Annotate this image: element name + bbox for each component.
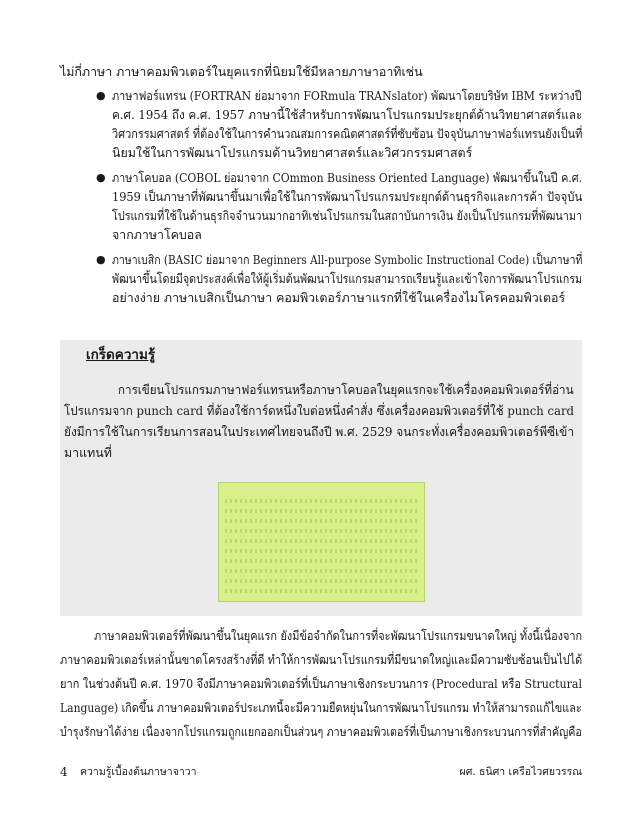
cobol-line-3: โปรแกรมที่ใช้ในด้านธุรกิจจำนวนมากอาทิเช่นโปรแกรมในสถาบันการเงิน ยังเป็นโปรแกรมที่พัฒนามา	[112, 208, 583, 223]
body-line-5: บำรุงรักษาได้ง่าย เนื่องจากโปรแกรมถูกแยกออกเป็นส่วนๆ ภาษาคอมพิวเตอร์ที่เป็นภาษาเชิงกระบวนการที่สำคัญคือ	[60, 724, 582, 739]
body-line-2: ภาษาคอมพิวเตอร์เหล่านั้นขาดโครงสร้างที่ดี ทำให้การพัฒนาโปรแกรมที่มีขนาดใหญ่และมีความซับซ้อนเป็นไปได้	[60, 652, 583, 667]
fortran-line-1: ภาษาฟอร์แทรน (FORTRAN ย่อมาจาก FORmula TRANslator) พัฒนาโดยบริษัท IBM ระหว่างปี	[112, 88, 582, 103]
cobol-line-1: ภาษาโคบอล (COBOL ย่อมาจาก COmmon Business Oriented Language) พัฒนาขึ้นในปี ค.ศ.	[112, 170, 583, 185]
cobol-line-4: จากภาษาโคบอล	[112, 227, 202, 242]
basic-line-1: ภาษาเบสิก (BASIC ย่อมาจาก Beginners All-purpose Symbolic Instructional Code) เป็นภาษาที่	[112, 252, 583, 267]
body-line-1: ภาษาคอมพิวเตอร์ที่พัฒนาขึ้นในยุคแรก ยังมีข้อจำกัดในการที่จะพัฒนาโปรแกรมขนาดใหญ่ ทั้งนี้เนื่องจาก	[94, 628, 583, 643]
body-line-3: ยาก ในช่วงต้นปี ค.ศ. 1970 จึงมีภาษาคอมพิวเตอร์ที่เป็นภาษาเชิงกระบวนการ (Procedural หรือ Structural	[60, 676, 583, 691]
trivia-line-1: การเขียนโปรแกรมภาษาฟอร์แทรนหรือภาษาโคบอลในยุคแรกจะใช้เครื่องคอมพิวเตอร์ที่อ่าน	[118, 382, 574, 397]
footer-book-title: ความรู้เบื้องต้นภาษาจาวา	[80, 766, 197, 778]
trivia-line-2: โปรแกรมจาก punch card ที่ต้องใช้การ์ดหนึ่งใบต่อหนึ่งคำสั่ง ซึ่งเครื่องคอมพิวเตอร์ที่ใช้ punch card	[64, 403, 574, 418]
bullet-icon: ●	[96, 253, 106, 266]
intro-line: ไม่กี่ภาษา ภาษาคอมพิวเตอร์ในยุคแรกที่นิยมใช้มีหลายภาษาอาทิเช่น	[60, 64, 423, 79]
page-number: 4	[60, 765, 68, 779]
cobol-line-2: 1959 เป็นภาษาที่พัฒนาขึ้นมาเพื่อใช้ในการพัฒนาโปรแกรมประยุกต์ด้านธุรกิจและการค้า ปัจจุบัน	[112, 189, 583, 204]
fortran-line-3: วิศวกรรมศาสตร์ ที่ต้องใช้ในการคำนวณสมการคณิตศาสตร์ที่ซับซ้อน ปัจจุบันภาษาฟอร์แทรนยังเป็นที่	[112, 126, 583, 141]
trivia-line-3: ยังมีการใช้ในการเรียนการสอนในประเทศไทยจนถึงปี พ.ศ. 2529 จนกระทั่งเครื่องคอมพิวเตอร์พีซีเข้า	[64, 424, 575, 439]
bullet-icon: ●	[96, 171, 106, 184]
punch-card-image	[218, 482, 425, 602]
fortran-line-2: ค.ศ. 1954 ถึง ค.ศ. 1957 ภาษานี้ใช้สำหรับการพัฒนาโปรแกรมประยุกต์ด้านวิทยาศาสตร์และ	[112, 107, 583, 122]
bullet-icon: ●	[96, 89, 106, 102]
basic-line-2: พัฒนาขึ้นโดยมีจุดประสงค์เพื่อให้ผู้เริ่มต้นพัฒนาโปรแกรมสามารถเรียนรู้และเข้าใจการพัฒนาโปรแกรม	[112, 271, 583, 286]
basic-line-3: อย่างง่าย ภาษาเบสิกเป็นภาษา คอมพิวเตอร์ภาษาแรกที่ใช้ในเครื่องไมโครคอมพิวเตอร์	[112, 290, 566, 305]
fortran-line-4: นิยมใช้ในการพัฒนาโปรแกรมด้านวิทยาศาสตร์และวิศวกรรมศาสตร์	[112, 145, 473, 160]
trivia-title: เกร็ดความรู้	[86, 347, 156, 363]
footer-author: ผศ. ธนิศา เครือไวศยวรรณ	[459, 766, 582, 778]
trivia-line-4: มาแทนที่	[64, 445, 112, 460]
body-line-4: Language) เกิดขึ้น ภาษาคอมพิวเตอร์ประเภทนี้จะมีความยืดหยุ่นในการพัฒนาโปรแกรม ทำให้สามารถแก้ไขและ	[60, 700, 582, 715]
